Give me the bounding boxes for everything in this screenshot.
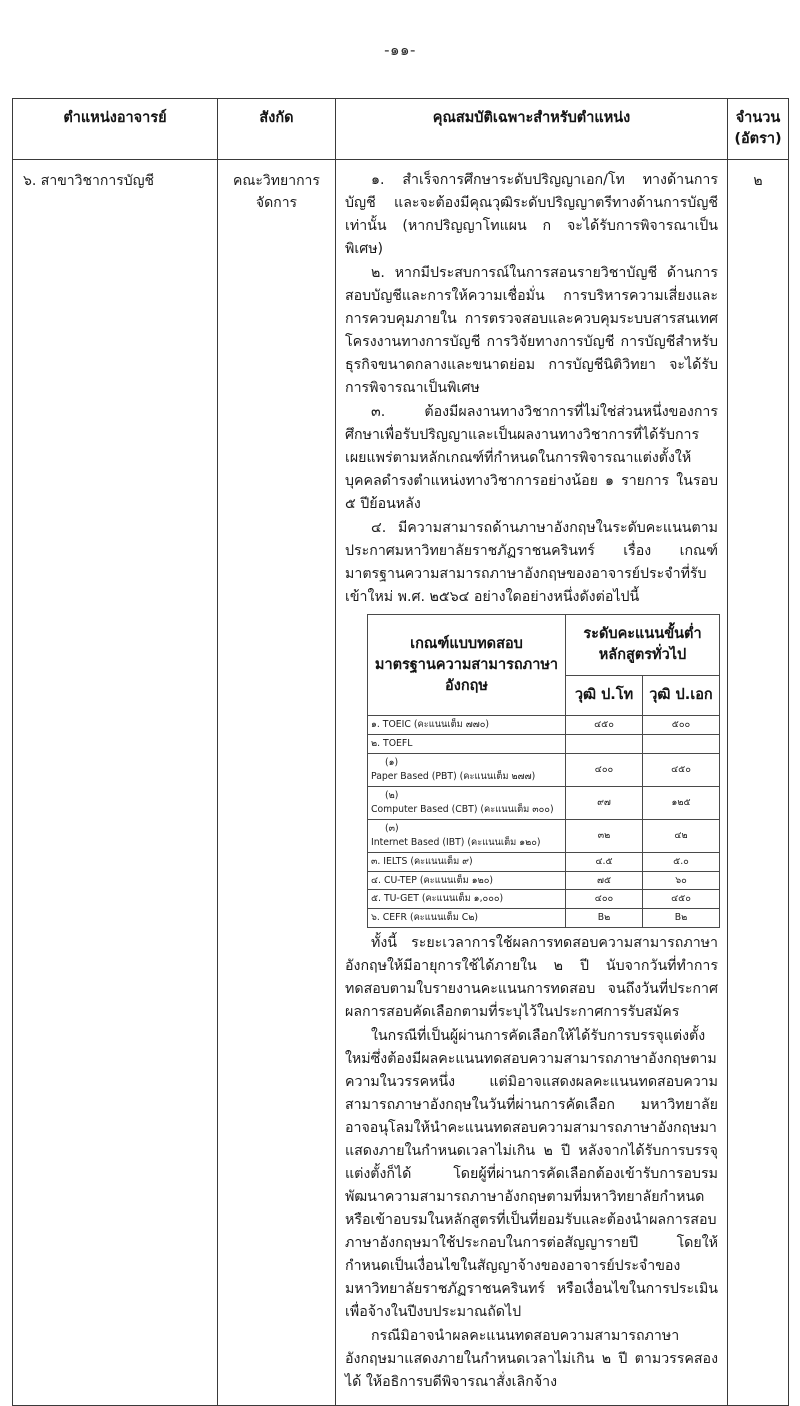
test-score-master — [566, 735, 643, 754]
header-department: สังกัด — [218, 99, 336, 160]
english-table-body — [368, 716, 720, 928]
test-score-master: ๗๕ — [566, 871, 643, 890]
test-name: ๓. IELTS (คะแนนเต็ม ๙) — [368, 852, 566, 871]
criteria-line-1: เกณฑ์แบบทดสอบ — [410, 635, 523, 652]
subitem-name: Computer Based (CBT) (คะแนนเต็ม ๓๐๐) — [371, 803, 554, 815]
english-table-header — [368, 615, 720, 716]
test-score-doctorate: ๔๕๐ — [643, 890, 720, 909]
test-score-doctorate — [643, 735, 720, 754]
header-position: ตำแหน่งอาจารย์ — [13, 99, 218, 160]
criteria-line-2: มาตรฐานความสามารถภาษาอังกฤษ — [374, 656, 559, 694]
test-score-doctorate: ๑๒๕ — [643, 786, 720, 819]
cell-department: คณะวิทยาการจัดการ — [218, 160, 336, 1406]
test-score-master: ๓๒ — [566, 819, 643, 852]
header-count — [728, 99, 789, 160]
subitem-name: Internet Based (IBT) (คะแนนเต็ม ๑๒๐) — [371, 836, 541, 848]
english-proficiency-table — [367, 614, 720, 928]
test-score-doctorate: ๕.๐ — [643, 852, 720, 871]
english-test-row — [368, 753, 720, 786]
header-row — [13, 99, 789, 160]
test-name: ๕. TU-GET (คะแนนเต็ม ๑,๐๐๐) — [368, 890, 566, 909]
header-qualifications: คุณสมบัติเฉพาะสำหรับตำแหน่ง — [336, 99, 728, 160]
page-number: -๑๑- — [384, 41, 416, 59]
english-test-row — [368, 909, 720, 928]
test-subitem — [368, 819, 566, 852]
cell-count: ๒ — [728, 160, 789, 1406]
english-header-doctorate: วุฒิ ป.เอก — [643, 676, 720, 716]
position-qualification-table — [12, 98, 789, 1406]
english-header-criteria — [368, 615, 566, 716]
table-header — [13, 99, 789, 160]
test-score-master: ๔๐๐ — [566, 890, 643, 909]
test-score-doctorate: ๕๐๐ — [643, 716, 720, 735]
english-header-score-level: ระดับคะแนนขั้นต่ำหลักสูตรทั่วไป — [566, 615, 720, 676]
main-table-container — [12, 98, 788, 1406]
test-score-master: ๙๗ — [566, 786, 643, 819]
english-test-row — [368, 786, 720, 819]
english-test-row — [368, 852, 720, 871]
english-test-row — [368, 890, 720, 909]
header-count-line1: จำนวน — [735, 110, 781, 126]
english-test-table-container — [367, 614, 718, 928]
header-count-line2: (อัตรา) — [734, 131, 782, 148]
test-subitem — [368, 786, 566, 819]
test-score-master: ๔.๕ — [566, 852, 643, 871]
cell-qualifications — [336, 160, 728, 1406]
qualification-item-2: ๒. หากมีประสบการณ์ในการสอนรายวิชาบัญชี ด้านการสอบบัญชีและการให้ความเชื่อมั่น การบริหารความเสี่ยงและการควบคุมภายใน การตรวจสอบและควบคุมระบบสารสนเทศ โครงงานทางการบัญชี การวิจัยทางการบัญชี การบัญชีสำหรับธุรกิจขนาดกลางและขนาดย่อม การบัญชีนิติวิทยา จะได้รับการพิจารณาเป็นพิเศษ — [345, 265, 718, 397]
qualification-note-2: ในกรณีที่เป็นผู้ผ่านการคัดเลือกให้ได้รับการบรรจุแต่งตั้งใหม่ซึ่งต้องมีผลคะแนนทดสอบความสามารถภาษาอังกฤษตามความในวรรคหนึ่ง แต่มิอาจแสดงผลคะแนนทดสอบความสามารถภาษาอังกฤษในวันที่ผ่านการคัดเลือก มหาวิทยาลัยอาจอนุโลมให้นำคะแนนทดสอบความสามารถภาษาอังกฤษมาแสดงภายในกำหนดเวลาไม่เกิน ๒ ปี หลังจากได้รับการบรรจุแต่งตั้งก็ได้ โดยผู้ที่ผ่านการคัดเลือกต้องเข้ารับการอบรมพัฒนาความสามารถภาษาอังกฤษตามที่มหาวิทยาลัยกำหนดหรือเข้าอบรมในหลักสูตรที่เป็นที่ยอมรับและต้องนำผลการสอบภาษาอังกฤษมาใช้ประกอบในการต่อสัญญารายปี โดยให้กำหนดเป็นเงื่อนไขในสัญญาจ้างของอาจารย์ประจำของมหาวิทยาลัยราชภัฏราชนครินทร์ หรือเงื่อนไขในการประเมินเพื่อจ้างในปีงบประมาณถัดไป — [345, 1028, 718, 1321]
qualification-item-4: ๔. มีความสามารถด้านภาษาอังกฤษในระดับคะแนนตามประกาศมหาวิทยาลัยราชภัฏราชนครินทร์ เรื่อง เกณฑ์มาตรฐานความสามารถภาษาอังกฤษของอาจารย์ประจำที่รับเข้าใหม่ พ.ศ. ๒๕๖๔ อย่างใดอย่างหนึ่งดังต่อไปนี้ — [345, 520, 718, 606]
qualification-item-3: ๓. ต้องมีผลงานทางวิชาการที่ไม่ใช่ส่วนหนึ่งของการศึกษาเพื่อรับปริญญาและเป็นผลงานทางวิชาการที่ได้รับการเผยแพร่ตามหลักเกณฑ์ที่กำหนดในการพิจารณาแต่งตั้งให้บุคคลดำรงตำแหน่งทางวิชาการอย่างน้อย ๑ รายการ ในรอบ ๕ ปีย้อนหลัง — [345, 404, 718, 513]
subitem-number: (๒) — [385, 789, 399, 801]
qualification-note-3: กรณีมิอาจนำผลคะแนนทดสอบความสามารถภาษาอังกฤษมาแสดงภายในกำหนดเวลาไม่เกิน ๒ ปี ตามวรรคสองได้ ให้อธิการบดีพิจารณาสั่งเลิกจ้าง — [345, 1328, 718, 1391]
test-score-doctorate: ๖๐ — [643, 871, 720, 890]
test-name: ๑. TOEIC (คะแนนเต็ม ๗๗๐) — [368, 716, 566, 735]
english-header-master: วุฒิ ป.โท — [566, 676, 643, 716]
english-test-row — [368, 716, 720, 735]
cell-position: ๖. สาขาวิชาการบัญชี — [13, 160, 218, 1406]
qualification-item-1: ๑. สำเร็จการศึกษาระดับปริญญาเอก/โท ทางด้านการบัญชี และจะต้องมีคุณวุฒิระดับปริญญาตรีทางด้านการบัญชีเท่านั้น (หากปริญญาโทแผน ก จะได้รับการพิจารณาเป็นพิเศษ) — [345, 172, 718, 258]
qualification-note-1: ทั้งนี้ ระยะเวลาการใช้ผลการทดสอบความสามารถภาษาอังกฤษให้มีอายุการใช้ได้ภายใน ๒ ปี นับจากวันที่ทำการทดสอบตามใบรายงานคะแนนการทดสอบ จนถึงวันที่ประกาศผลการสอบคัดเลือกตามที่ระบุไว้ในประกาศการรับสมัคร — [345, 935, 718, 1021]
test-score-master: B๒ — [566, 909, 643, 928]
test-score-doctorate: ๔๒ — [643, 819, 720, 852]
test-group-name: ๒. TOEFL — [368, 735, 566, 754]
english-test-row — [368, 819, 720, 852]
subitem-number: (๑) — [385, 756, 399, 768]
table-body — [13, 160, 789, 1406]
english-test-row — [368, 871, 720, 890]
test-subitem — [368, 753, 566, 786]
test-score-master: ๔๐๐ — [566, 753, 643, 786]
english-header-row-1 — [368, 615, 720, 676]
table-row — [13, 160, 789, 1406]
test-name: ๖. CEFR (คะแนนเต็ม C๒) — [368, 909, 566, 928]
subitem-number: (๓) — [385, 822, 399, 834]
test-name: ๔. CU-TEP (คะแนนเต็ม ๑๒๐) — [368, 871, 566, 890]
test-score-doctorate: B๒ — [643, 909, 720, 928]
test-score-master: ๔๕๐ — [566, 716, 643, 735]
english-test-row — [368, 735, 720, 754]
test-score-doctorate: ๔๕๐ — [643, 753, 720, 786]
subitem-name: Paper Based (PBT) (คะแนนเต็ม ๒๗๗) — [371, 770, 536, 782]
